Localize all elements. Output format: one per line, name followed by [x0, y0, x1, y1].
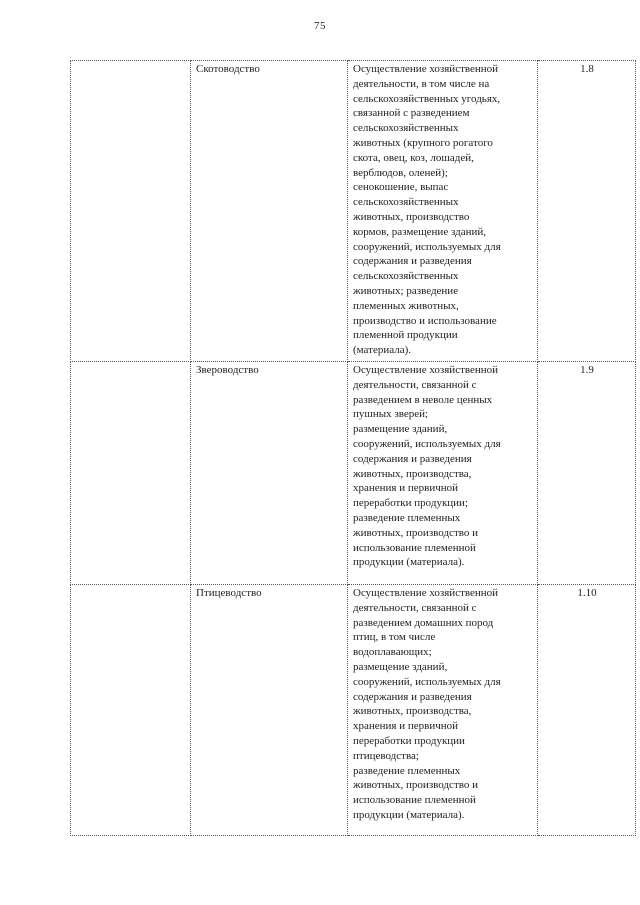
description-line: животных, производство — [353, 210, 470, 223]
description-line: производство и использование — [353, 314, 497, 327]
description-line: разведением в неволе ценных — [353, 393, 493, 406]
description-line: сооружений, используемых для — [353, 437, 501, 450]
description-line: (материала). — [353, 344, 411, 357]
description-line: сооружений, используемых для — [353, 240, 501, 253]
description-line: переработки продукции — [353, 734, 465, 747]
description-line: скота, овец, коз, лошадей, — [353, 151, 474, 164]
description-line: содержания и разведения — [353, 690, 472, 703]
table-row — [71, 61, 636, 362]
description-line: размещение зданий, — [353, 660, 448, 673]
description-line: связанной с разведением — [353, 107, 470, 120]
description-line: содержания и разведения — [353, 255, 472, 268]
description-line: сенокошение, выпас — [353, 181, 449, 194]
description-line: деятельности, в том числе на — [353, 77, 490, 90]
activity-description — [348, 585, 538, 836]
activity-description — [348, 362, 538, 585]
table-row — [71, 585, 636, 836]
description-line: хранения и первичной — [353, 482, 459, 495]
activity-code: 1.10 — [538, 585, 636, 836]
empty-cell — [71, 61, 191, 362]
description-line: продукции (материала). — [353, 808, 465, 821]
description-line: животных, производство и — [353, 526, 479, 539]
description-line: племенной продукции — [353, 329, 458, 342]
description-line: разведением домашних пород — [353, 616, 494, 629]
description-line: хранения и первичной — [353, 720, 459, 733]
activity-name: Скотоводство — [191, 61, 348, 362]
description-line: размещение зданий, — [353, 423, 448, 436]
land-use-table — [70, 60, 636, 836]
description-line: разведение племенных — [353, 764, 461, 777]
description-line: кормов, размещение зданий, — [353, 225, 486, 238]
description-line: племенных животных, — [353, 299, 459, 312]
description-line: деятельности, связанной с — [353, 601, 477, 614]
description-line: переработки продукции; — [353, 497, 469, 510]
description-line: использование племенной — [353, 541, 476, 554]
description-line: животных (крупного рогатого — [353, 136, 493, 149]
description-line: использование племенной — [353, 794, 476, 807]
activity-code: 1.8 — [538, 61, 636, 362]
description-line: сельскохозяйственных — [353, 196, 459, 209]
description-line: Осуществление хозяйственной — [353, 364, 499, 376]
description-line: животных; разведение — [353, 284, 459, 297]
description-line: птиц, в том числе — [353, 631, 436, 644]
description-line: деятельности, связанной с — [353, 378, 477, 391]
activity-name: Птицеводство — [191, 585, 348, 836]
description-line: продукции (материала). — [353, 556, 465, 569]
activity-code: 1.9 — [538, 362, 636, 585]
description-line: сельскохозяйственных — [353, 270, 459, 283]
description-line: содержания и разведения — [353, 452, 472, 465]
description-line: животных, производства, — [353, 467, 472, 480]
description-line: животных, производства, — [353, 705, 472, 718]
empty-cell — [71, 585, 191, 836]
description-line: животных, производство и — [353, 779, 479, 792]
description-line: пушных зверей; — [353, 408, 429, 421]
description-line: водоплавающих; — [353, 646, 432, 659]
activity-name: Звероводство — [191, 362, 348, 585]
description-line: Осуществление хозяйственной — [353, 63, 499, 75]
description-line: верблюдов, оленей); — [353, 166, 448, 179]
description-line: сельскохозяйственных угодьях, — [353, 92, 501, 105]
description-line: птицеводства; — [353, 749, 419, 762]
description-line: Осуществление хозяйственной — [353, 587, 499, 599]
description-line: разведение племенных — [353, 511, 461, 524]
page-number: 75 — [314, 20, 326, 32]
description-line: сооружений, используемых для — [353, 675, 501, 688]
empty-cell — [71, 362, 191, 585]
description-line: сельскохозяйственных — [353, 122, 459, 135]
table-row — [71, 362, 636, 585]
activity-description — [348, 61, 538, 362]
